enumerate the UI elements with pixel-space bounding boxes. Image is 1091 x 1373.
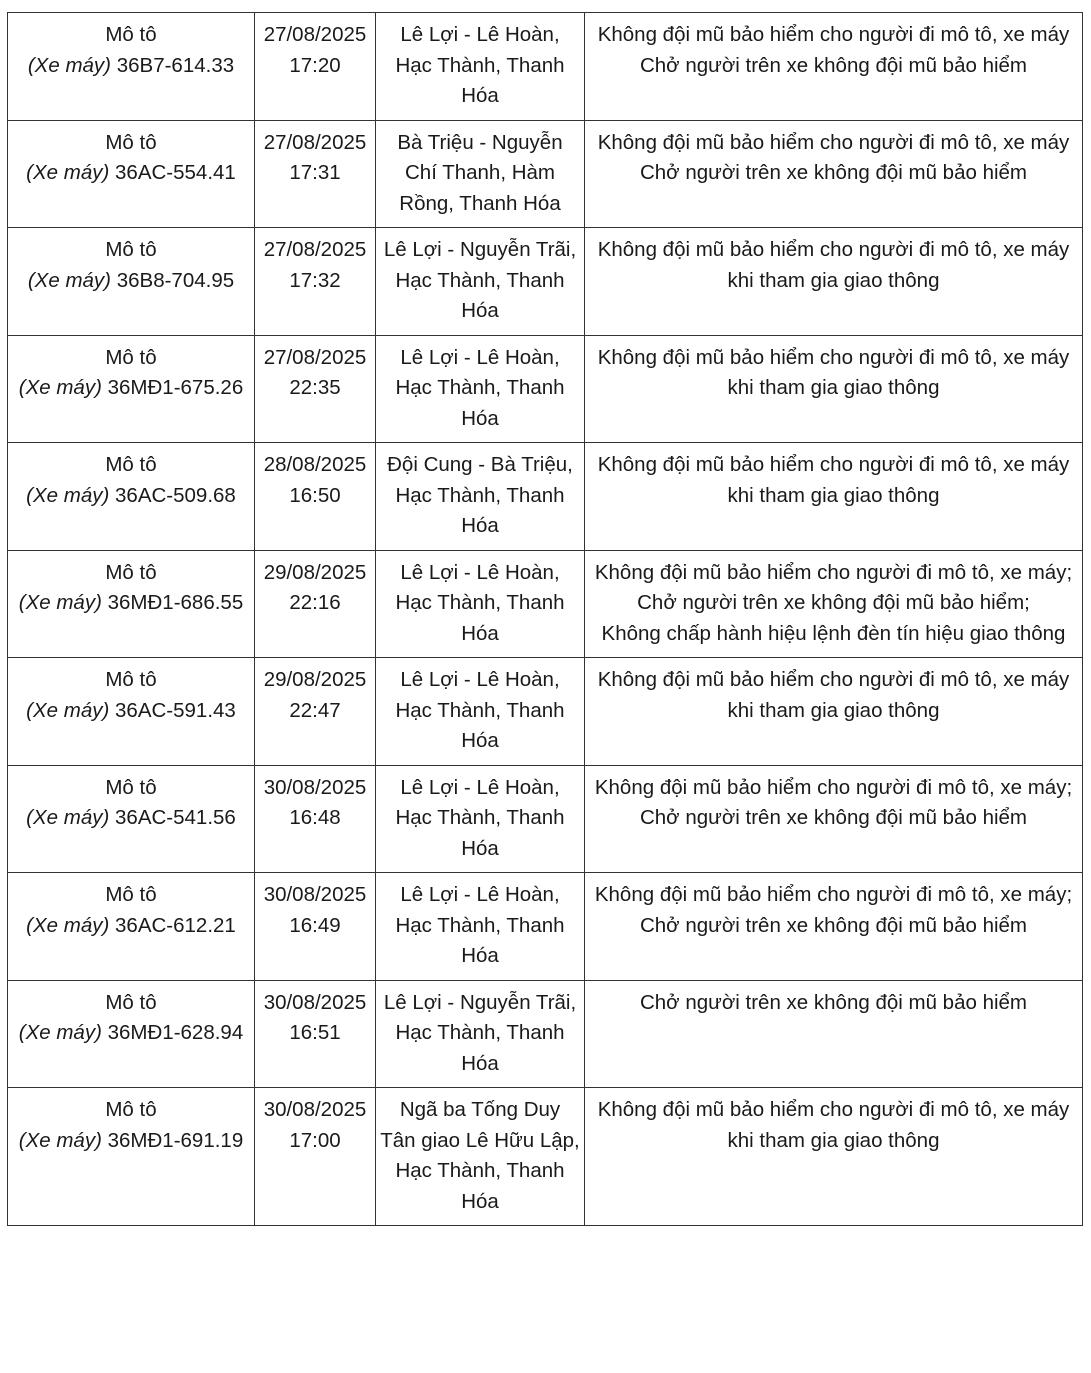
vehicle-cell (8, 1088, 255, 1226)
vehicle-type-note: (Xe máy) (26, 913, 110, 937)
vehicle-cell (8, 13, 255, 121)
vehicle-cell (8, 658, 255, 766)
violation-description: Chở người trên xe không đội mũ bảo hiểm (639, 53, 1028, 77)
vehicle-type: Mô tô (105, 1098, 157, 1121)
violation-date: 29/08/2025 (263, 560, 367, 584)
vehicle-cell (8, 120, 255, 228)
license-plate: 36B7-614.33 (116, 53, 235, 77)
location-cell (376, 228, 585, 336)
violation-description: Không đội mũ bảo hiểm cho người đi mô tô, xe máy khi tham gia giao thông (597, 1098, 1070, 1152)
vehicle-type: Mô tô (105, 23, 157, 46)
violation-description: Không đội mũ bảo hiểm cho người đi mô tô, xe máy khi tham gia giao thông (597, 345, 1070, 399)
table-row (8, 765, 1083, 873)
datetime-cell (255, 443, 376, 551)
vehicle-type: Mô tô (105, 238, 157, 261)
violation-description: Không đội mũ bảo hiểm cho người đi mô tô, xe máy; (594, 775, 1073, 799)
license-plate: 36MĐ1-686.55 (107, 591, 244, 614)
location-cell (376, 873, 585, 981)
location-cell (376, 550, 585, 658)
vehicle-type-note: (Xe máy) (18, 591, 102, 614)
table-row (8, 335, 1083, 443)
license-plate: 36MĐ1-691.19 (107, 1128, 244, 1152)
violation-description: Không đội mũ bảo hiểm cho người đi mô tô, xe máy khi tham gia giao thông (597, 453, 1070, 507)
vehicle-cell (8, 873, 255, 981)
violation-location: Lê Lợi - Lê Hoàn, Hạc Thành, Thanh Hóa (395, 668, 565, 752)
datetime-cell (255, 873, 376, 981)
location-cell (376, 658, 585, 766)
location-cell (376, 1088, 585, 1226)
vehicle-cell (8, 550, 255, 658)
vehicle-plate-line (12, 1018, 250, 1049)
table-row (8, 443, 1083, 551)
violation-location: Lê Lợi - Lê Hoàn, Hạc Thành, Thanh Hóa (395, 345, 565, 430)
violation-time: 22:35 (289, 376, 341, 399)
violation-date: 30/08/2025 (263, 883, 367, 906)
violation-date: 27/08/2025 (263, 130, 367, 154)
vehicle-plate-line (12, 588, 250, 619)
vehicle-plate-line (12, 51, 250, 82)
datetime-cell (255, 228, 376, 336)
violation-location: Đội Cung - Bà Triệu, Hạc Thành, Thanh Hóa (387, 453, 573, 537)
vehicle-type: Mô tô (105, 668, 157, 691)
violation-description: Chở người trên xe không đội mũ bảo hiểm (639, 990, 1028, 1014)
location-cell (376, 443, 585, 551)
violation-cell (585, 13, 1083, 121)
violation-date: 30/08/2025 (263, 990, 367, 1014)
violation-time: 22:47 (289, 698, 341, 722)
violation-description: Không đội mũ bảo hiểm cho người đi mô tô, xe máy; (594, 560, 1073, 584)
license-plate: 36AC-509.68 (115, 483, 236, 507)
vehicle-cell (8, 765, 255, 873)
violation-cell (585, 120, 1083, 228)
datetime-cell (255, 335, 376, 443)
vehicle-type-note: (Xe máy) (26, 483, 110, 507)
violation-date: 27/08/2025 (263, 23, 367, 46)
license-plate: 36MĐ1-675.26 (107, 376, 244, 399)
vehicle-type: Mô tô (105, 883, 157, 906)
table-row (8, 658, 1083, 766)
location-cell (376, 335, 585, 443)
datetime-cell (255, 550, 376, 658)
vehicle-plate-line (12, 158, 250, 189)
violation-cell (585, 658, 1083, 766)
vehicle-cell (8, 980, 255, 1088)
license-plate: 36B8-704.95 (116, 268, 235, 292)
violation-description: Chở người trên xe không đội mũ bảo hiểm (639, 161, 1028, 184)
violation-time: 16:50 (289, 483, 341, 507)
vehicle-type-note: (Xe máy) (26, 161, 110, 184)
datetime-cell (255, 658, 376, 766)
violation-time: 17:20 (289, 53, 341, 77)
violation-description: Chở người trên xe không đội mũ bảo hiểm (639, 806, 1028, 829)
violation-time: 16:49 (289, 913, 341, 937)
location-cell (376, 765, 585, 873)
violation-cell (585, 873, 1083, 981)
vehicle-plate-line (12, 911, 250, 942)
violation-cell (585, 550, 1083, 658)
vehicle-type-note: (Xe máy) (26, 806, 110, 829)
violation-description: Không đội mũ bảo hiểm cho người đi mô tô, xe máy (597, 130, 1070, 154)
license-plate: 36MĐ1-628.94 (107, 1021, 244, 1044)
location-cell (376, 13, 585, 121)
datetime-cell (255, 120, 376, 228)
license-plate: 36AC-591.43 (115, 698, 236, 722)
violation-location: Bà Triệu - Nguyễn Chí Thanh, Hàm Rồng, Thanh Hóa (397, 130, 563, 215)
violation-location: Lê Lợi - Nguyễn Trãi, Hạc Thành, Thanh Hóa (383, 238, 577, 322)
violation-date: 28/08/2025 (263, 453, 367, 476)
vehicle-type: Mô tô (105, 130, 157, 154)
violation-description: Không đội mũ bảo hiểm cho người đi mô tô, xe máy; (594, 883, 1073, 906)
violation-date: 27/08/2025 (263, 345, 367, 369)
violation-time: 16:51 (289, 1021, 341, 1044)
vehicle-type-note: (Xe máy) (26, 698, 110, 722)
datetime-cell (255, 980, 376, 1088)
violation-location: Lê Lợi - Lê Hoàn, Hạc Thành, Thanh Hóa (395, 560, 565, 645)
violation-description: Không đội mũ bảo hiểm cho người đi mô tô, xe máy khi tham gia giao thông (597, 668, 1070, 722)
violation-description: Chở người trên xe không đội mũ bảo hiểm (639, 913, 1028, 937)
vehicle-cell (8, 335, 255, 443)
vehicle-plate-line (12, 696, 250, 727)
vehicle-type-note: (Xe máy) (18, 1128, 102, 1152)
violation-location: Ngã ba Tống Duy Tân giao Lê Hữu Lập, Hạc Thành, Thanh Hóa (380, 1098, 580, 1213)
violation-description: Không chấp hành hiệu lệnh đèn tín hiệu giao thông (601, 621, 1066, 645)
location-cell (376, 980, 585, 1088)
table-row (8, 550, 1083, 658)
vehicle-plate-line (12, 373, 250, 404)
vehicle-plate-line (12, 803, 250, 834)
violation-cell (585, 980, 1083, 1088)
violation-cell (585, 228, 1083, 336)
violation-location: Lê Lợi - Nguyễn Trãi, Hạc Thành, Thanh Hóa (383, 990, 577, 1075)
vehicle-type: Mô tô (105, 775, 157, 799)
violations-table-body (8, 13, 1083, 1226)
license-plate: 36AC-541.56 (115, 806, 236, 829)
violation-location: Lê Lợi - Lê Hoàn, Hạc Thành, Thanh Hóa (395, 23, 565, 107)
violation-date: 30/08/2025 (263, 1098, 367, 1121)
table-row (8, 980, 1083, 1088)
location-cell (376, 120, 585, 228)
vehicle-type: Mô tô (105, 345, 157, 369)
violation-cell (585, 335, 1083, 443)
violation-description: Chở người trên xe không đội mũ bảo hiểm; (637, 591, 1030, 614)
violation-time: 22:16 (289, 591, 341, 614)
violation-time: 17:32 (289, 268, 341, 292)
vehicle-cell (8, 228, 255, 336)
datetime-cell (255, 13, 376, 121)
vehicle-type-note: (Xe máy) (27, 268, 112, 292)
vehicle-plate-line (12, 481, 250, 512)
vehicle-type-note: (Xe máy) (18, 1021, 102, 1044)
violation-description: Không đội mũ bảo hiểm cho người đi mô tô, xe máy khi tham gia giao thông (597, 238, 1070, 292)
table-row (8, 1088, 1083, 1226)
violation-cell (585, 1088, 1083, 1226)
violation-location: Lê Lợi - Lê Hoàn, Hạc Thành, Thanh Hóa (395, 775, 565, 860)
license-plate: 36AC-554.41 (115, 161, 236, 184)
vehicle-type: Mô tô (105, 990, 157, 1014)
vehicle-cell (8, 443, 255, 551)
violation-time: 17:31 (289, 161, 341, 184)
violation-time: 17:00 (289, 1128, 341, 1152)
violation-location: Lê Lợi - Lê Hoàn, Hạc Thành, Thanh Hóa (395, 883, 565, 967)
vehicle-plate-line (12, 266, 250, 297)
table-row (8, 228, 1083, 336)
vehicle-type: Mô tô (105, 453, 157, 476)
vehicle-type: Mô tô (105, 560, 157, 584)
table-row (8, 873, 1083, 981)
violation-cell (585, 765, 1083, 873)
license-plate: 36AC-612.21 (115, 913, 236, 937)
table-row (8, 120, 1083, 228)
datetime-cell (255, 1088, 376, 1226)
violation-date: 27/08/2025 (263, 238, 367, 261)
violation-cell (585, 443, 1083, 551)
violation-date: 30/08/2025 (263, 775, 367, 799)
datetime-cell (255, 765, 376, 873)
vehicle-type-note: (Xe máy) (18, 376, 102, 399)
table-row (8, 13, 1083, 121)
violations-table (7, 12, 1083, 1226)
violation-time: 16:48 (289, 806, 341, 829)
violation-description: Không đội mũ bảo hiểm cho người đi mô tô, xe máy (597, 23, 1070, 46)
vehicle-type-note: (Xe máy) (27, 53, 112, 77)
violation-date: 29/08/2025 (263, 668, 367, 691)
vehicle-plate-line (12, 1126, 250, 1157)
